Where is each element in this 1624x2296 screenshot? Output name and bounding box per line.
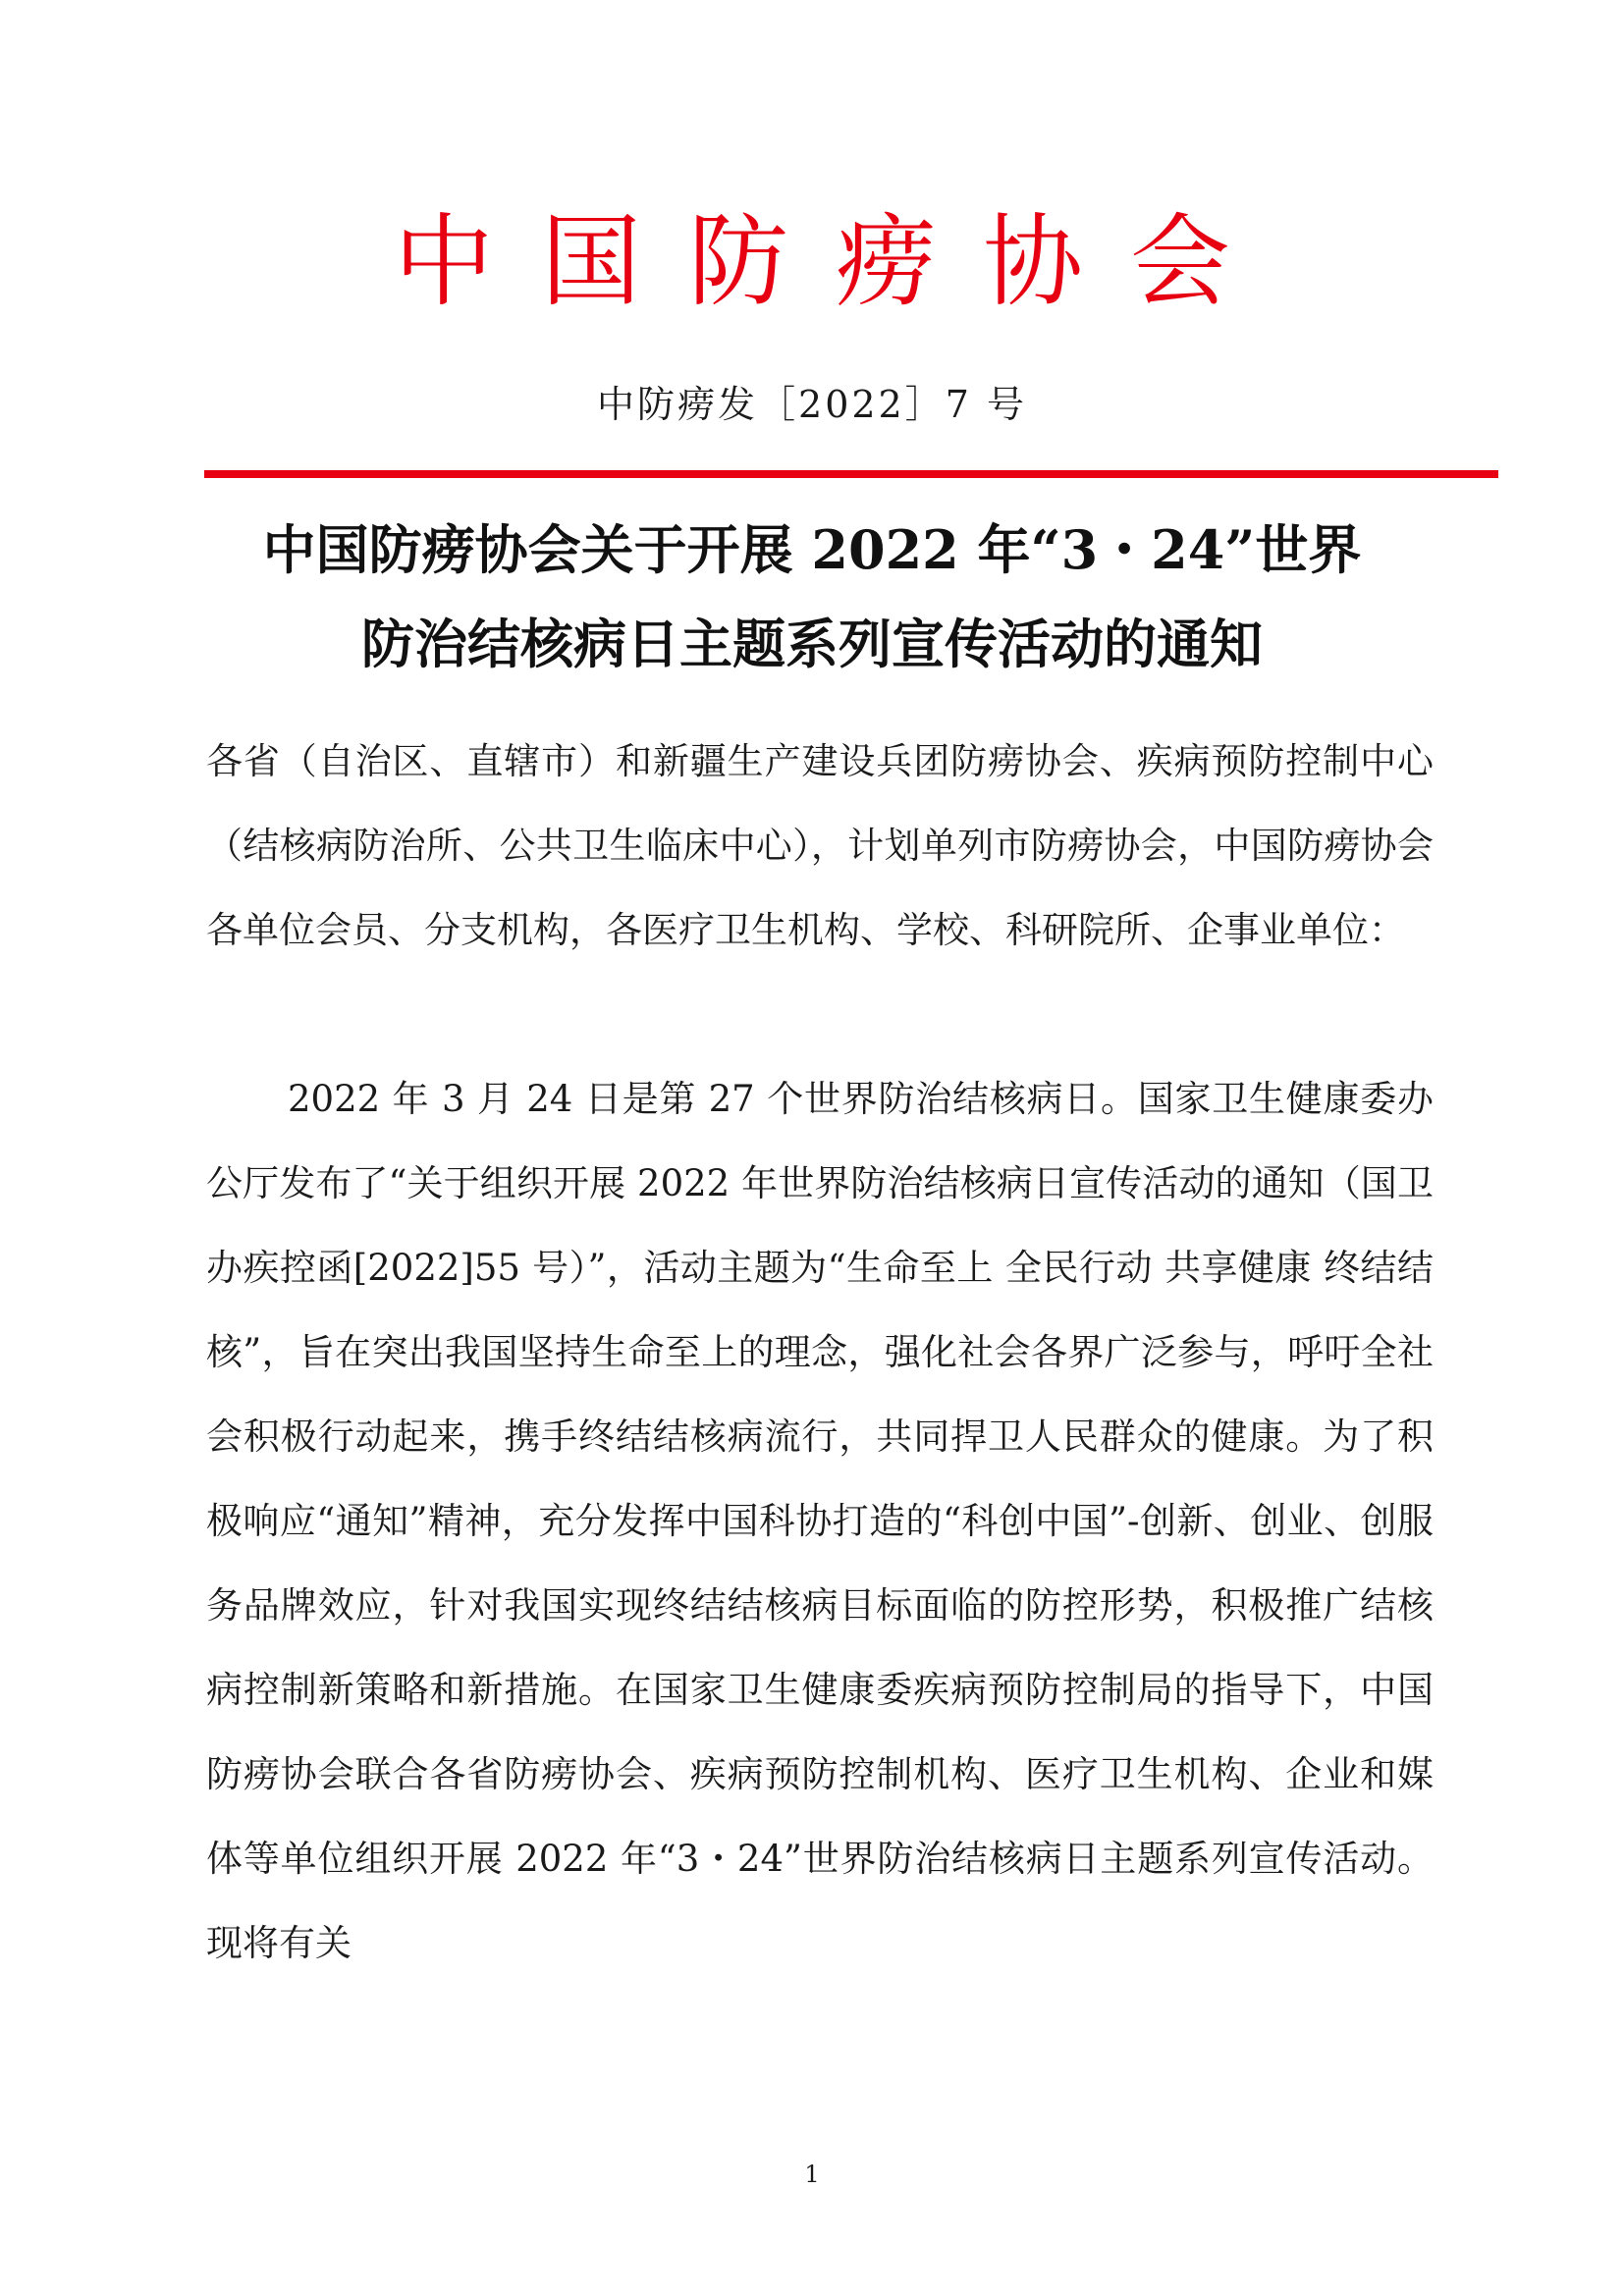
document-title-line-1: 中国防痨协会关于开展 2022 年“3・24”世界 [262, 518, 1362, 581]
red-divider-line [204, 470, 1498, 478]
page-number: 1 [804, 2161, 820, 2188]
salutation-paragraph: 各省（自治区、直辖市）和新疆生产建设兵团防痨协会、疾病预防控制中心（结核病防治所、公共卫生临床中心），计划单列市防痨协会，中国防痨协会各单位会员、分支机构，各医疗卫生机构、学校、科研院所、企事业单位： [206, 740, 1434, 951]
body-paragraph: 2022 年 3 月 24 日是第 27 个世界防治结核病日。国家卫生健康委办公厅发布了“关于组织开展 2022 年世界防治结核病日宣传活动的通知（国卫办疾控函[2022]55 号）”，活动主题为“生命至上 全民行动 共享健康 终结结核”，旨在突出我国坚持生命至上的理念，强化社会各界广泛参与，呼吁全社会积极行动起来，携手终结结核病流行，共同捍卫人民群众的健康。为了积极响应“通知”精神，充分发挥中国科协打造的“科创中国”-创新、创业、创服务品牌效应，针对我国实现终结结核病目标面临的防控形势，积极推广结核病控制新策略和新措施。在国家卫生健康委疾病预防控制局的指导下，中国防痨协会联合各省防痨协会、疾病预防控制机构、医疗卫生机构、企业和媒体等单位组织开展 2022 年“3・24”世界防治结核病日主题系列宣传活动。现将有关 [206, 1078, 1434, 1964]
organization-name: 中国防痨协会 [394, 204, 1277, 321]
document-number: 中防痨发［2022］7 号 [597, 383, 1027, 426]
document-title-line-2: 防治结核病日主题系列宣传活动的通知 [361, 613, 1263, 675]
